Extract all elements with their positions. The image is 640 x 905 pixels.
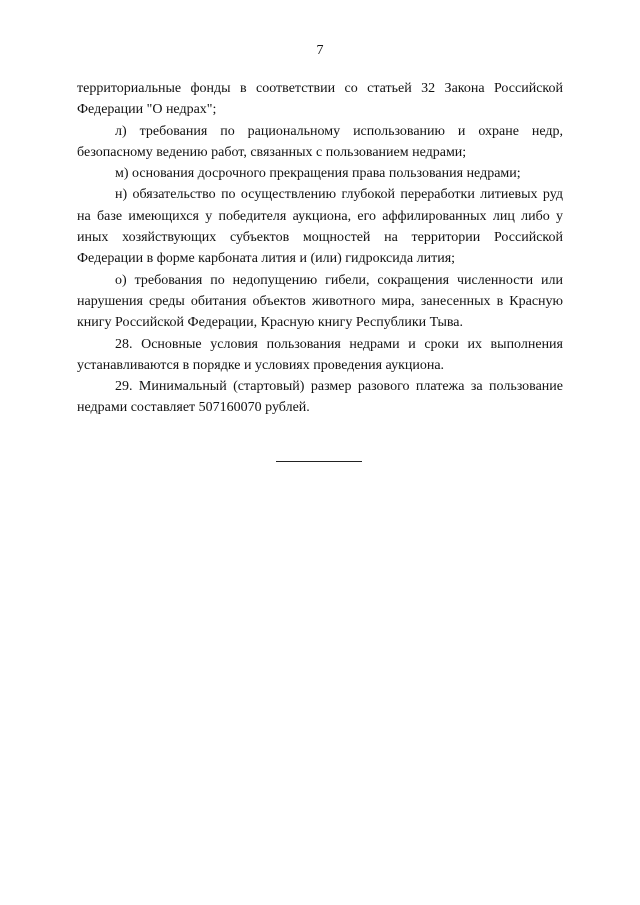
paragraph-28: 28. Основные условия пользования недрами и сроки их выполнения устанавливаются в порядке и условиях проведения аукциона. (77, 336, 563, 373)
paragraph-29: 29. Минимальный (стартовый) размер разового платежа за пользование недрами составляет 507160070 рублей. (77, 379, 563, 416)
paragraph-item-o: о) требования по недопущению гибели, сокращения численности или нарушения среды обитания объектов животного мира, занесенных в Красную книгу Российской Федерации, Красную книгу Республики Тыва. (77, 272, 563, 331)
end-of-document-rule (276, 461, 362, 462)
paragraph-item-m: м) основания досрочного прекращения права пользования недрами; (115, 166, 521, 182)
page-number: 7 (316, 43, 324, 58)
paragraph-item-l: л) требования по рациональному использованию и охране недр, безопасному ведению работ, связанных с пользованием недрами; (77, 123, 563, 160)
document-body (77, 78, 563, 419)
paragraph-item-n: н) обязательство по осуществлению глубокой переработки литиевых руд на базе имеющихся у победителя аукциона, его аффилированных лиц либо у иных хозяйствующих субъектов мощностей на территории Российской Федерации в форме карбоната лития и (или) гидроксида лития; (77, 187, 563, 267)
paragraph-continuation: территориальные фонды в соответствии со статьей 32 Закона Российской Федерации "О недрах"; (77, 81, 563, 118)
